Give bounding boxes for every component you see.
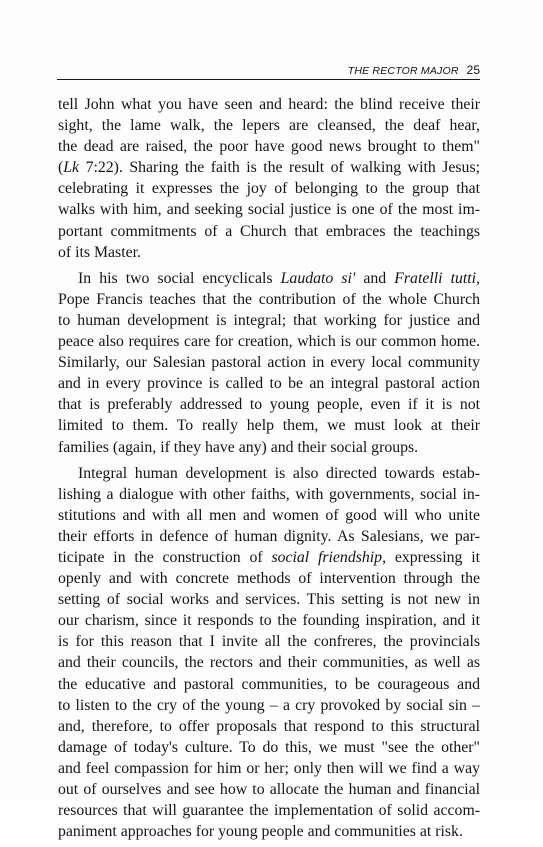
text-line [58, 221, 480, 242]
text-line [58, 394, 480, 415]
page-number: 25 [466, 63, 480, 77]
running-header [57, 60, 480, 80]
italic-title: Laudato si' [280, 269, 356, 287]
text-run: and, therefore, to offer proposals that respond to this structural [58, 717, 480, 735]
text-line [58, 589, 480, 610]
text-run: to listen to the cry of the young – a cry provoked by social sin – [58, 696, 480, 714]
text-run: In his two social encyclicals [78, 269, 281, 287]
text-line [58, 310, 480, 331]
text-line [58, 821, 480, 842]
text-run: Pope Francis teaches that the contribution of the whole Church [58, 290, 480, 308]
header-title: THE RECTOR MAJOR [347, 65, 459, 77]
text-line [58, 268, 480, 289]
text-run: walks with him, and seeking social justice is one of the most im- [58, 201, 480, 219]
text-run: families (again, if they have any) and their social groups. [58, 438, 419, 456]
text-run: and their councils, the rectors and their communities, as well as [58, 654, 480, 672]
text-line [58, 157, 480, 178]
text-line [58, 568, 480, 589]
text-line [58, 331, 480, 352]
text-line [58, 547, 480, 568]
text-run: limited to them. To really help them, we must look at their [58, 417, 480, 435]
text-line [58, 779, 480, 800]
text-run: the dead are raised, the poor have good news brought to them" [58, 138, 480, 156]
text-run: and in every province is called to be an integral pastoral action [58, 375, 480, 393]
text-line [58, 800, 480, 821]
text-run: that is preferably addressed to young people, even if it is not [58, 396, 480, 414]
text-run: out of ourselves and see how to allocate the human and financial [58, 781, 480, 798]
text-line [58, 178, 480, 199]
italic-citation: Lk [63, 159, 80, 177]
text-line [58, 505, 480, 526]
text-run: to human development is integral; that working for justice and [58, 311, 480, 329]
text-run: is for this reason that I invite all the confreres, the provincials [58, 633, 480, 651]
text-run: damage of today's culture. To do this, we must "see the other" [58, 738, 480, 756]
text-run: , expressing it [382, 548, 480, 566]
text-line [58, 463, 480, 484]
text-line [58, 737, 480, 758]
text-line [58, 610, 480, 631]
text-run: peace also requires care for creation, which is our common home. [58, 333, 480, 351]
text-line [58, 352, 480, 373]
text-run: sight, the lame walk, the lepers are cleansed, the deaf hear, [58, 117, 480, 135]
text-line [58, 415, 480, 436]
text-run: our charism, since it responds to the founding inspiration, and it [58, 612, 480, 630]
text-line [58, 716, 480, 737]
text-line [58, 242, 480, 263]
text-line [58, 94, 480, 115]
text-line [58, 758, 480, 779]
text-run: their efforts in defence of human dignity. As Salesians, we par- [58, 527, 480, 545]
text-line [58, 373, 480, 394]
text-run: resources that will guarantee the implementation of solid accom- [58, 802, 480, 820]
text-run: paniment approaches for young people and communities at risk. [58, 823, 463, 841]
text-line [58, 437, 480, 458]
text-run: stitutions and with all men and women of good will who unite [58, 506, 480, 524]
text-line [58, 695, 480, 716]
text-run: openly and with concrete methods of intervention through the [58, 570, 480, 588]
text-run: of its Master. [58, 243, 141, 261]
text-run: and [355, 269, 395, 287]
text-run: Similarly, our Salesian pastoral action in every local community [58, 354, 480, 372]
text-line [58, 652, 480, 673]
text-line [58, 115, 480, 136]
paragraph-3 [58, 463, 480, 843]
text-run: ( [58, 159, 64, 177]
text-run: tell John what you have seen and heard: the blind receive their [58, 96, 480, 113]
text-line [58, 631, 480, 652]
text-run: and feel compassion for him or her; only then will we find a way [58, 759, 480, 777]
text-run: portant commitments of a Church that embraces the teachings [58, 222, 480, 240]
text-line [58, 136, 480, 157]
text-run: lishing a dialogue with other faiths, with governments, social in- [58, 485, 480, 503]
body-text [58, 94, 480, 847]
paragraph-2 [58, 268, 480, 458]
text-line [58, 289, 480, 310]
text-run: 7:22). Sharing the faith is the result of walking with Jesus; [79, 159, 480, 177]
text-run: ticipate in the construction of [58, 548, 272, 566]
text-line [58, 484, 480, 505]
italic-term: social friendship [271, 548, 383, 566]
text-run: Integral human development is also directed towards estab- [78, 464, 480, 482]
text-line [58, 526, 480, 547]
paragraph-1 [58, 94, 480, 263]
text-run: the educative and pastoral communities, to be courageous and [58, 675, 480, 693]
text-run: setting of social works and services. This setting is not new in [58, 591, 480, 609]
italic-title: Fratelli tutti, [394, 269, 480, 287]
text-line [58, 674, 480, 695]
text-run: celebrating it expresses the joy of belonging to the group that [58, 180, 480, 198]
text-line [58, 199, 480, 220]
